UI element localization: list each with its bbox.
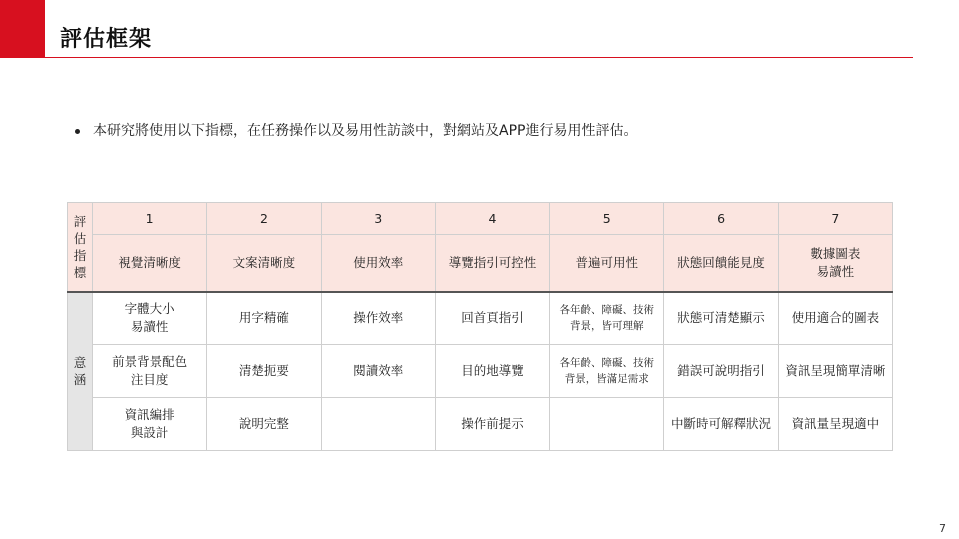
table-cell: 回首頁指引 <box>435 292 549 345</box>
table-cell: 資訊編排 與設計 <box>93 398 207 451</box>
bullet-item <box>75 121 637 141</box>
column-name: 視覺清晰度 <box>93 235 207 292</box>
column-name: 普遍可用性 <box>550 235 664 292</box>
evaluation-framework-table <box>67 202 893 451</box>
table-cell: 各年齡、障礙、技術 背景，皆可理解 <box>550 292 664 345</box>
table-cell: 閱讀效率 <box>321 345 435 398</box>
column-name: 使用效率 <box>321 235 435 292</box>
table-header-name-row <box>68 235 893 292</box>
table-cell: 各年齡、障礙、技術 背景，皆滿足需求 <box>550 345 664 398</box>
body-side-label: 意涵 <box>68 292 93 451</box>
table-cell: 中斷時可解釋狀況 <box>664 398 778 451</box>
table-cell: 說明完整 <box>207 398 321 451</box>
table-row <box>68 398 893 451</box>
bullet-dot-icon <box>75 129 80 134</box>
table-cell: 資訊呈現簡單清晰 <box>778 345 892 398</box>
column-name: 導覽指引可控性 <box>435 235 549 292</box>
table-cell: 用字精確 <box>207 292 321 345</box>
table-cell: 目的地導覽 <box>435 345 549 398</box>
column-name: 數據圖表 易讀性 <box>778 235 892 292</box>
table-row <box>68 292 893 345</box>
table-cell: 錯誤可說明指引 <box>664 345 778 398</box>
header-side-label: 評估指標 <box>68 203 93 292</box>
table-cell: 前景背景配色 注目度 <box>93 345 207 398</box>
column-name: 狀態回饋能見度 <box>664 235 778 292</box>
column-number: 5 <box>550 203 664 235</box>
table-cell: 使用適合的圖表 <box>778 292 892 345</box>
table-cell: 清楚扼要 <box>207 345 321 398</box>
table-cell: 操作效率 <box>321 292 435 345</box>
page-number: 7 <box>939 522 946 535</box>
page-title: 評估框架 <box>60 27 153 52</box>
column-number: 3 <box>321 203 435 235</box>
header-accent-block <box>0 0 45 58</box>
table-cell: 資訊量呈現適中 <box>778 398 892 451</box>
table-cell: 操作前提示 <box>435 398 549 451</box>
table-cell: 字體大小 易讀性 <box>93 292 207 345</box>
column-number: 7 <box>778 203 892 235</box>
bullet-text: 本研究將使用以下指標，在任務操作以及易用性訪談中，對網站及APP進行易用性評估。 <box>93 123 638 139</box>
table-cell <box>321 398 435 451</box>
column-number: 2 <box>207 203 321 235</box>
table-row <box>68 345 893 398</box>
table-header-number-row <box>68 203 893 235</box>
column-number: 6 <box>664 203 778 235</box>
column-name: 文案清晰度 <box>207 235 321 292</box>
header-rule <box>45 57 913 58</box>
table-cell <box>550 398 664 451</box>
column-number: 4 <box>435 203 549 235</box>
column-number: 1 <box>93 203 207 235</box>
table-cell: 狀態可清楚顯示 <box>664 292 778 345</box>
